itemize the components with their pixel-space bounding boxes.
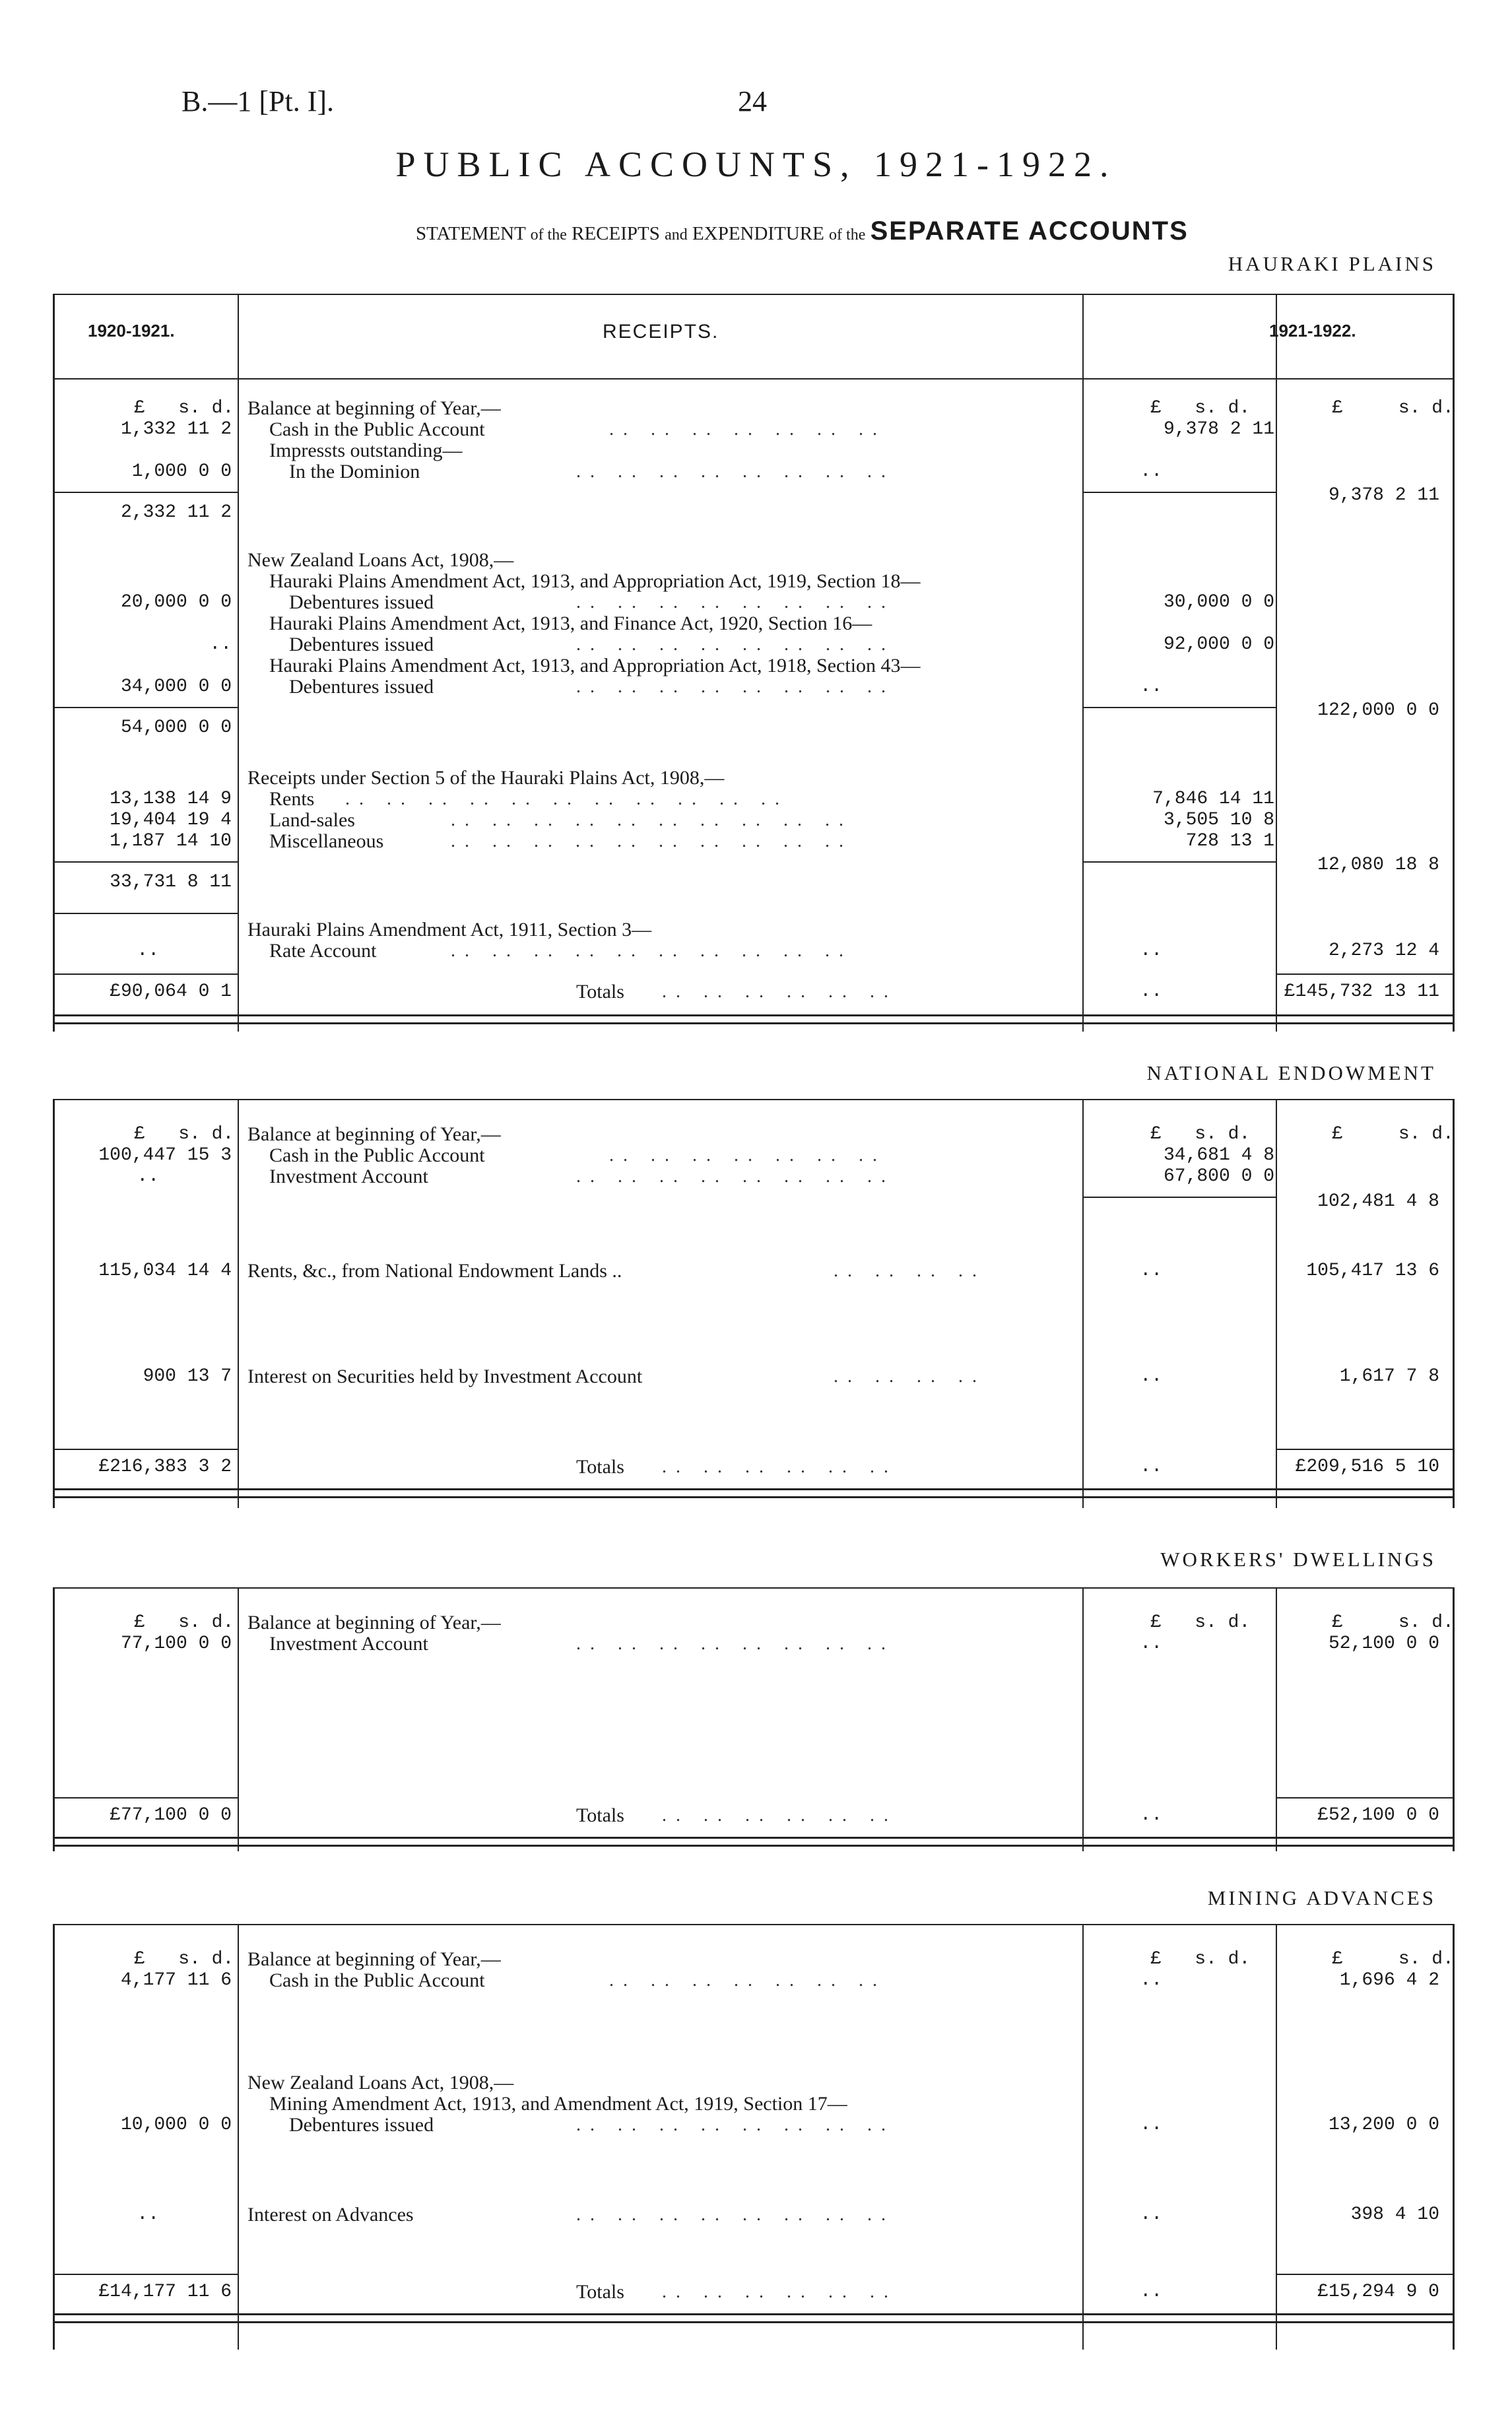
subtitle-receipts: RECEIPTS bbox=[572, 223, 660, 244]
landsales-label: Land-sales bbox=[269, 809, 355, 831]
leader-dots: .. .. .. .. .. .. .. bbox=[609, 419, 886, 440]
prev-balance-total: 2,332 11 2 bbox=[120, 502, 232, 523]
currency-header-cur: £ s. d. bbox=[1332, 1612, 1454, 1633]
currency-header-prev: £ s. d. bbox=[134, 1949, 234, 1969]
cur-total-mid: .. bbox=[1140, 981, 1162, 1002]
balance-heading: Balance at beginning of Year,— bbox=[247, 1123, 501, 1145]
currency-header-cur: £ s. d. bbox=[1332, 1949, 1454, 1969]
nz-loans-heading: New Zealand Loans Act, 1908,— bbox=[247, 2072, 514, 2094]
section-title-workers-dwellings: WORKERS' DWELLINGS bbox=[1160, 1548, 1436, 1571]
leader-dots: .. .. .. .. .. .. bbox=[662, 981, 898, 1002]
leader-dots: .. .. .. .. bbox=[834, 1261, 986, 1281]
cur-interest-mid: .. bbox=[1140, 2204, 1162, 2225]
prev-investment: .. bbox=[137, 1166, 159, 1187]
currency-header-cur: £ s. d. bbox=[1332, 1124, 1454, 1144]
section5-heading: Receipts under Section 5 of the Hauraki Plains Act, 1908,— bbox=[247, 767, 725, 789]
prev-landsales: 19,404 19 4 bbox=[110, 810, 232, 830]
prev-debentures-3: 34,000 0 0 bbox=[120, 676, 232, 697]
leader-dots: .. .. .. .. .. .. .. .. .. .. .. bbox=[345, 789, 789, 809]
cur-total-mid: .. bbox=[1140, 1805, 1162, 1826]
prev-debentures-1: 20,000 0 0 bbox=[120, 592, 232, 612]
leader-dots: .. .. .. .. .. .. .. bbox=[609, 1145, 886, 1166]
cur-investment: 67,800 0 0 bbox=[1163, 1166, 1274, 1187]
prev-dominion: 1,000 0 0 bbox=[131, 461, 232, 482]
cur-dominion: .. bbox=[1140, 461, 1162, 482]
imprests-label: Impressts outstanding— bbox=[269, 440, 463, 461]
totals-label: Totals bbox=[576, 2281, 624, 2303]
cur-rents-mid: .. bbox=[1140, 1261, 1162, 1281]
prev-cash: 100,447 15 3 bbox=[98, 1145, 232, 1166]
totals-label: Totals bbox=[576, 981, 624, 1003]
prev-interest: .. bbox=[137, 2204, 159, 2225]
interest-label: Interest on Securities held by Investment Account bbox=[247, 1366, 643, 1387]
cur-total: £145,732 13 11 bbox=[1284, 981, 1439, 1002]
investment-label: Investment Account bbox=[269, 1166, 428, 1187]
cur-interest: 398 4 10 bbox=[1350, 2204, 1439, 2225]
nz-loans-heading: New Zealand Loans Act, 1908,— bbox=[247, 549, 514, 571]
cur-debentures-mid: .. bbox=[1140, 2115, 1162, 2135]
cash-label: Cash in the Public Account bbox=[269, 418, 485, 440]
leader-dots: .. .. .. .. .. .. .. .. .. .. bbox=[451, 831, 853, 851]
cur-landsales: 3,505 10 8 bbox=[1163, 810, 1274, 830]
leader-dots: .. .. .. .. .. .. .. .. bbox=[576, 634, 895, 655]
leader-dots: .. .. .. .. .. .. bbox=[662, 1457, 898, 1477]
workers-dwellings-table bbox=[53, 1587, 1455, 1851]
cur-rents: 7,846 14 11 bbox=[1152, 789, 1274, 809]
cur-rents: 105,417 13 6 bbox=[1306, 1261, 1439, 1281]
prev-interest: 900 13 7 bbox=[143, 1366, 232, 1387]
balance-heading: Balance at beginning of Year,— bbox=[247, 1948, 501, 1970]
currency-header-mid: £ s. d. bbox=[1150, 1949, 1251, 1969]
cur-cash: 1,696 4 2 bbox=[1339, 1970, 1439, 1991]
debentures-label-2: Debentures issued bbox=[289, 634, 434, 655]
statement-subtitle bbox=[416, 216, 1189, 246]
leader-dots: .. .. .. .. .. .. .. .. bbox=[576, 592, 895, 612]
prev-rents: 115,034 14 4 bbox=[98, 1261, 232, 1281]
currency-header-prev: £ s. d. bbox=[134, 398, 234, 418]
cur-misc: 728 13 1 bbox=[1185, 831, 1274, 851]
cur-rate-mid: .. bbox=[1140, 940, 1162, 961]
prev-total: £14,177 11 6 bbox=[98, 2282, 232, 2302]
act-1918-label: Hauraki Plains Amendment Act, 1913, and Appropriation Act, 1918, Section 43— bbox=[269, 655, 921, 676]
prev-rents: 13,138 14 9 bbox=[110, 789, 232, 809]
cur-total: £209,516 5 10 bbox=[1295, 1457, 1439, 1477]
currency-header-prev: £ s. d. bbox=[134, 1124, 234, 1144]
page-number: 24 bbox=[738, 85, 767, 117]
cash-label: Cash in the Public Account bbox=[269, 1144, 485, 1166]
debentures-label: Debentures issued bbox=[289, 2114, 434, 2136]
act-1919-label: Hauraki Plains Amendment Act, 1913, and Appropriation Act, 1919, Section 18— bbox=[269, 570, 921, 592]
subtitle-separate-accounts: SEPARATE ACCOUNTS bbox=[870, 216, 1189, 246]
currency-header-cur: £ s. d. bbox=[1332, 398, 1454, 418]
prev-debentures-total: 54,000 0 0 bbox=[120, 717, 232, 738]
cur-debentures-total: 122,000 0 0 bbox=[1317, 700, 1439, 721]
debentures-label-1: Debentures issued bbox=[289, 591, 434, 613]
cur-cash: 34,681 4 8 bbox=[1163, 1145, 1274, 1166]
cur-debentures-3: .. bbox=[1140, 676, 1162, 697]
prev-debentures-2: .. bbox=[209, 634, 232, 655]
cur-debentures-1: 30,000 0 0 bbox=[1163, 592, 1274, 612]
leader-dots: .. .. .. .. .. .. .. .. bbox=[576, 1166, 895, 1187]
national-endowment-table bbox=[53, 1099, 1455, 1508]
balance-heading: Balance at beginning of Year,— bbox=[247, 1612, 501, 1634]
col-head-receipts: RECEIPTS. bbox=[603, 321, 719, 343]
leader-dots: .. .. .. .. .. .. .. .. bbox=[576, 676, 895, 697]
debentures-label-3: Debentures issued bbox=[289, 676, 434, 698]
subtitle-and: and bbox=[665, 226, 688, 244]
prev-cash: 4,177 11 6 bbox=[120, 1970, 232, 1991]
prev-debentures: 10,000 0 0 bbox=[120, 2115, 232, 2135]
prev-section5-total: 33,731 8 11 bbox=[110, 872, 232, 892]
leader-dots: .. .. .. .. bbox=[834, 1366, 986, 1387]
leader-dots: .. .. .. .. .. .. .. .. .. .. bbox=[451, 940, 853, 961]
mining-act-label: Mining Amendment Act, 1913, and Amendment Act, 1919, Section 17— bbox=[269, 2093, 847, 2115]
subtitle-of-the: of the bbox=[829, 226, 866, 244]
cur-debentures: 13,200 0 0 bbox=[1328, 2115, 1439, 2135]
rate-label: Rate Account bbox=[269, 940, 377, 962]
subtitle-statement: STATEMENT bbox=[416, 223, 526, 244]
cur-cash: 9,378 2 11 bbox=[1163, 419, 1274, 440]
cur-total: £52,100 0 0 bbox=[1317, 1805, 1439, 1826]
mining-advances-table bbox=[53, 1924, 1455, 2350]
cur-debentures-2: 92,000 0 0 bbox=[1163, 634, 1274, 655]
prev-total: £77,100 0 0 bbox=[110, 1805, 232, 1826]
dominion-label: In the Dominion bbox=[289, 461, 420, 482]
cur-investment: 52,100 0 0 bbox=[1328, 1634, 1439, 1654]
leader-dots: .. .. .. .. .. .. .. .. bbox=[576, 2204, 895, 2225]
cur-balance-total: 9,378 2 11 bbox=[1328, 485, 1439, 506]
balance-heading: Balance at beginning of Year,— bbox=[247, 397, 501, 419]
cur-balance-total: 102,481 4 8 bbox=[1317, 1191, 1439, 1212]
hauraki-plains-table bbox=[53, 294, 1455, 1032]
section-title-mining-advances: MINING ADVANCES bbox=[1207, 1886, 1436, 1909]
interest-label: Interest on Advances bbox=[247, 2204, 414, 2226]
cur-total: £15,294 9 0 bbox=[1317, 2282, 1439, 2302]
investment-label: Investment Account bbox=[269, 1633, 428, 1655]
totals-label: Totals bbox=[576, 1804, 624, 1826]
col-head-cur-year: 1921-1922. bbox=[1269, 321, 1356, 341]
cur-interest-mid: .. bbox=[1140, 1366, 1162, 1387]
act-1911-heading: Hauraki Plains Amendment Act, 1911, Section 3— bbox=[247, 919, 652, 940]
cur-section5-total: 12,080 18 8 bbox=[1317, 855, 1439, 875]
prev-investment: 77,100 0 0 bbox=[120, 1634, 232, 1654]
cur-interest: 1,617 7 8 bbox=[1339, 1366, 1439, 1387]
subtitle-expenditure: EXPENDITURE bbox=[692, 223, 824, 244]
leader-dots: .. .. .. .. .. .. bbox=[662, 2282, 898, 2302]
rents-label: Rents, &c., from National Endowment Lands .. bbox=[247, 1260, 622, 1282]
page-title: PUBLIC ACCOUNTS, 1921-1922. bbox=[395, 145, 1117, 184]
document-reference: B.—1 [Pt. I]. bbox=[181, 85, 334, 117]
currency-header-mid: £ s. d. bbox=[1150, 398, 1251, 418]
currency-header-mid: £ s. d. bbox=[1150, 1124, 1251, 1144]
cur-rate: 2,273 12 4 bbox=[1328, 940, 1439, 961]
leader-dots: .. .. .. .. .. .. .. .. bbox=[576, 1634, 895, 1654]
totals-label: Totals bbox=[576, 1456, 624, 1478]
prev-total: £90,064 0 1 bbox=[110, 981, 232, 1002]
leader-dots: .. .. .. .. .. .. .. .. .. .. bbox=[451, 810, 853, 830]
leader-dots: .. .. .. .. .. .. .. bbox=[609, 1970, 886, 1991]
cur-investment-mid: .. bbox=[1140, 1634, 1162, 1654]
prev-rate: .. bbox=[137, 940, 159, 961]
prev-misc: 1,187 14 10 bbox=[110, 831, 232, 851]
subtitle-of: of the bbox=[530, 226, 567, 244]
section-title-national-endowment: NATIONAL ENDOWMENT bbox=[1146, 1061, 1436, 1084]
cur-total-mid: .. bbox=[1140, 2282, 1162, 2302]
rents-label: Rents bbox=[269, 788, 315, 810]
cur-cash-mid: .. bbox=[1140, 1970, 1162, 1991]
prev-cash: 1,332 11 2 bbox=[120, 419, 232, 440]
misc-label: Miscellaneous bbox=[269, 830, 384, 852]
cur-total-mid: .. bbox=[1140, 1457, 1162, 1477]
act-1920-label: Hauraki Plains Amendment Act, 1913, and Finance Act, 1920, Section 16— bbox=[269, 612, 872, 634]
currency-header-prev: £ s. d. bbox=[134, 1612, 234, 1633]
leader-dots: .. .. .. .. .. .. .. .. bbox=[576, 461, 895, 482]
col-head-prev-year: 1920-1921. bbox=[88, 321, 175, 341]
leader-dots: .. .. .. .. .. .. bbox=[662, 1805, 898, 1826]
prev-total: £216,383 3 2 bbox=[98, 1457, 232, 1477]
section-title-hauraki-plains: HAURAKI PLAINS bbox=[1228, 252, 1436, 275]
currency-header-mid: £ s. d. bbox=[1150, 1612, 1251, 1633]
cash-label: Cash in the Public Account bbox=[269, 1969, 485, 1991]
leader-dots: .. .. .. .. .. .. .. .. bbox=[576, 2115, 895, 2135]
